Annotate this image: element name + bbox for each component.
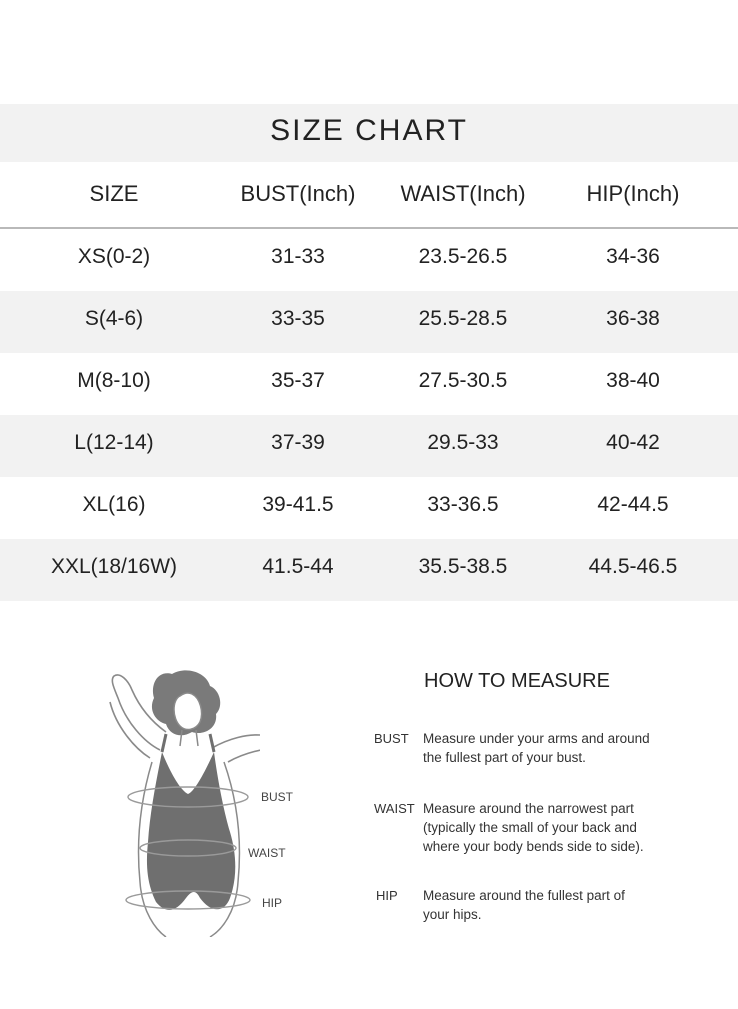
size-cell: XXL(18/16W) [50, 555, 178, 578]
measure-label-bust: BUST [374, 731, 409, 746]
table-row [0, 229, 738, 291]
hip-cell: 36-38 [606, 307, 660, 330]
measure-line: the fullest part of your bust. [423, 750, 586, 765]
how-to-measure-title: HOW TO MEASURE [424, 670, 610, 692]
waist-cell: 25.5-28.5 [418, 307, 508, 330]
figure-label-hip: HIP [262, 896, 283, 910]
body-figure-illustration [100, 662, 260, 937]
header-size: SIZE [89, 181, 139, 206]
bust-cell: 35-37 [271, 369, 325, 392]
table-row [0, 539, 738, 601]
measure-line: Measure around the narrowest part [423, 801, 634, 816]
measure-label-hip: HIP [376, 888, 398, 903]
table-row [0, 477, 738, 539]
hip-cell: 40-42 [606, 431, 660, 454]
table-row [0, 415, 738, 477]
size-cell: L(12-14) [74, 431, 154, 454]
measure-text-waist [423, 799, 673, 856]
waist-cell: 33-36.5 [427, 493, 499, 516]
bust-cell: 39-41.5 [262, 493, 334, 516]
header-bust: BUST(Inch) [240, 181, 356, 206]
bust-cell: 33-35 [271, 307, 325, 330]
waist-cell: 27.5-30.5 [418, 369, 508, 392]
figure-label-bust: BUST [261, 790, 294, 804]
table-header [0, 166, 738, 226]
size-cell: S(4-6) [84, 307, 144, 330]
measure-text-hip [423, 886, 673, 924]
bust-cell: 31-33 [271, 245, 325, 268]
measure-line: (typically the small of your back and [423, 820, 637, 835]
bust-cell: 41.5-44 [262, 555, 334, 578]
bust-cell: 37-39 [271, 431, 325, 454]
waist-cell: 29.5-33 [427, 431, 499, 454]
measure-line: where your body bends side to side). [423, 839, 644, 854]
measure-line: Measure under your arms and around [423, 731, 650, 746]
page-title: SIZE CHART [270, 114, 468, 147]
header-waist: WAIST(Inch) [400, 181, 526, 206]
size-cell: M(8-10) [77, 369, 151, 392]
measure-line: your hips. [423, 907, 482, 922]
measure-text-bust [423, 729, 673, 767]
measure-line: Measure around the fullest part of [423, 888, 625, 903]
measure-label-waist: WAIST [374, 801, 415, 816]
table-row [0, 353, 738, 415]
size-cell: XS(0-2) [77, 245, 151, 268]
hip-cell: 34-36 [606, 245, 660, 268]
waist-cell: 23.5-26.5 [418, 245, 508, 268]
hip-cell: 44.5-46.5 [588, 555, 678, 578]
figure-label-waist: WAIST [248, 846, 286, 860]
size-cell: XL(16) [82, 493, 146, 516]
table-row [0, 291, 738, 353]
waist-cell: 35.5-38.5 [418, 555, 508, 578]
hip-cell: 42-44.5 [597, 493, 669, 516]
header-hip: HIP(Inch) [586, 181, 680, 206]
hip-cell: 38-40 [606, 369, 660, 392]
